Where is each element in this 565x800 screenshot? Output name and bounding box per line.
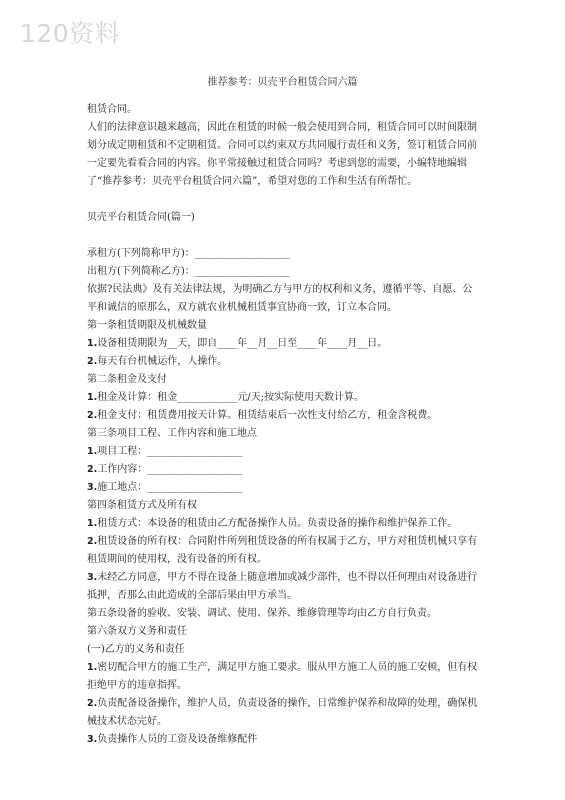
party-lessor: 承租方(下列简称甲方)：___________________ xyxy=(87,248,290,259)
article-6-item-3 xyxy=(87,731,480,749)
article-1-item-1 xyxy=(87,335,480,353)
article-5-heading: 第五条设备的验收、安装、调试、使用、保养、维修管理等均由乙方自行负责。 xyxy=(87,608,437,619)
item-number: 2. xyxy=(87,464,98,475)
intro-lead: 租赁合同。 xyxy=(87,104,137,115)
article-3-item-1 xyxy=(87,443,480,461)
item-number: 3. xyxy=(87,572,98,583)
item-number: 1. xyxy=(87,446,98,457)
article-2-heading: 第二条租金及支付 xyxy=(87,374,167,385)
article-6-item-2 xyxy=(87,695,480,731)
item-number: 1. xyxy=(87,392,98,403)
article-2-item-1 xyxy=(87,389,480,407)
article-6-heading: 第六条双方义务和责任 xyxy=(87,626,187,637)
item-text: 租赁方式：本设备的租赁由乙方配备操作人员。负责设备的操作和维护保养工作。 xyxy=(97,518,458,529)
article-4-item-1 xyxy=(87,515,480,533)
preamble-paragraph: 依据?民法典》及有关法律法规，为明确乙方与甲方的权利和义务，遵循平等、自愿、公平和诚信的原那么，双方就农业机械租赁事宜协商一致，订立本合同。 xyxy=(87,284,473,313)
article-3-item-3 xyxy=(87,479,480,497)
item-text: 负责操作人员的工资及设备维修配件 xyxy=(97,734,258,745)
document-body xyxy=(87,101,480,749)
item-text: 未经乙方同意，甲方不得在设备上随意增加或减少部件，也不得以任何理由对设备进行抵押，否那么由此造成的全部后果由甲方承当。 xyxy=(87,572,478,601)
article-1-item-2 xyxy=(87,353,480,371)
article-4-item-2 xyxy=(87,533,480,569)
item-number: 2. xyxy=(87,698,98,709)
item-number: 1. xyxy=(87,338,98,349)
article-4-heading: 第四条租赁方式及所有权 xyxy=(87,500,197,511)
item-text: 每天有台机械运作，人操作。 xyxy=(97,356,228,367)
watermark-logo: 120资料 xyxy=(20,19,121,48)
item-text: 设备租赁期限为__天，即自____年__月__日至____年____月__日。 xyxy=(97,338,388,349)
intro-paragraph: 人们的法律意识越来越高，因此在租赁的时候一般会使用到合同，租赁合同可以时间限制划分成定期租赁和不定期租赁。合同可以约束双方共同履行责任和义务，签订租赁合同前一定要先看看合同的内容。你平常接触过租赁合同吗？考虑到您的需要，小编特地编辑了“推荐参考：贝壳平台租赁合同六篇”，希望对您的工作和生活有所帮忙。 xyxy=(87,122,477,187)
item-number: 3. xyxy=(87,734,98,745)
document-title: 推荐参考：贝壳平台租赁合同六篇 xyxy=(207,77,358,88)
item-text: 项目工程：___________________ xyxy=(97,446,243,457)
item-number: 2. xyxy=(87,536,98,547)
item-number: 2. xyxy=(87,356,98,367)
article-1-heading: 第一条租赁期限及机械数量 xyxy=(87,320,207,331)
article-2-item-2 xyxy=(87,407,480,425)
item-text: 工作内容：___________________ xyxy=(97,464,243,475)
article-3-heading: 第三条项目工程、工作内容和施工地点 xyxy=(87,428,257,439)
party-lessee: 出租方(下列简称乙方)：___________________ xyxy=(87,266,290,277)
item-number: 1. xyxy=(87,518,98,529)
item-text: 租赁设备的所有权：合同附件所列租赁设备的所有权属于乙方，甲方对租赁机械只享有租赁期间的使用权，没有设备的所有权。 xyxy=(87,536,478,565)
section-title: 贝壳平台租赁合同(篇一) xyxy=(87,212,195,223)
article-3-item-2 xyxy=(87,461,480,479)
article-6-subheading: (一)乙方的义务和责任 xyxy=(87,644,185,655)
item-number: 3. xyxy=(87,482,98,493)
item-text: 租金及计算：租金____________元/天;按实际使用天数计算。 xyxy=(97,392,364,403)
item-number: 2. xyxy=(87,410,98,421)
item-text: 施工地点：___________________ xyxy=(97,482,243,493)
item-number: 1. xyxy=(87,662,98,673)
article-4-item-3 xyxy=(87,569,480,605)
item-text: 租金支付：租赁费用按天计算。租赁结束后一次性支付给乙方，租金含税费。 xyxy=(97,410,438,421)
item-text: 负责配备设备操作，维护人员，负责设备的操作，日常维护保养和故障的处理，确保机械技术状态完好。 xyxy=(87,698,478,727)
article-6-item-1 xyxy=(87,659,480,695)
item-text: 密切配合甲方的施工生产，满足甲方施工要求。服从甲方施工人员的施工安顿，但有权拒绝甲方的违章指挥。 xyxy=(87,662,478,691)
